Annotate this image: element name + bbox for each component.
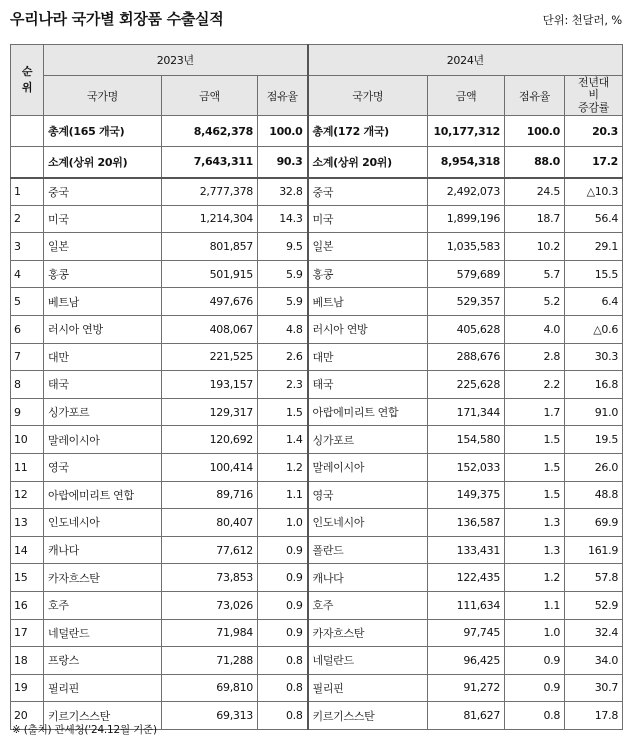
share-2023-cell: 5.9 <box>258 260 308 288</box>
amount-2024-cell: 111,634 <box>428 591 505 619</box>
country-2023-cell: 중국 <box>44 178 162 206</box>
table-row <box>11 233 623 261</box>
change-cell: 34.0 <box>565 647 623 675</box>
header-share-2024: 점유율 <box>505 76 565 116</box>
rank-cell: 11 <box>11 453 44 481</box>
country-2024-cell: 대만 <box>308 343 428 371</box>
change-cell: 26.0 <box>565 453 623 481</box>
amount-2023-cell: 1,214,304 <box>162 205 258 233</box>
table-body <box>11 116 623 730</box>
amount-2024-cell: 579,689 <box>428 260 505 288</box>
share-2024-cell: 1.3 <box>505 536 565 564</box>
share-2023-cell: 14.3 <box>258 205 308 233</box>
country-2024-cell: 인도네시아 <box>308 509 428 537</box>
share-2024-cell: 1.5 <box>505 481 565 509</box>
share-2024-cell: 1.0 <box>505 619 565 647</box>
amount-2024-cell: 152,033 <box>428 453 505 481</box>
table-row <box>11 426 623 454</box>
rank-cell: 6 <box>11 315 44 343</box>
change-cell: 32.4 <box>565 619 623 647</box>
header-rank: 순 위 <box>11 45 44 116</box>
change-cell: 16.8 <box>565 371 623 399</box>
country-2023-cell: 필리핀 <box>44 674 162 702</box>
country-2023-cell: 미국 <box>44 205 162 233</box>
amount-2023-cell: 100,414 <box>162 453 258 481</box>
subtotal-share-2024: 88.0 <box>505 147 565 178</box>
share-2024-cell: 0.8 <box>505 702 565 730</box>
share-2024-cell: 2.2 <box>505 371 565 399</box>
table-row <box>11 647 623 675</box>
country-2024-cell: 키르기스스탄 <box>308 702 428 730</box>
country-2024-cell: 폴란드 <box>308 536 428 564</box>
change-cell: 17.8 <box>565 702 623 730</box>
country-2023-cell: 일본 <box>44 233 162 261</box>
subtotal-rank-cell <box>11 147 44 178</box>
country-2024-cell: 아랍에미리트 연합 <box>308 398 428 426</box>
change-cell: 15.5 <box>565 260 623 288</box>
table-row <box>11 481 623 509</box>
amount-2024-cell: 154,580 <box>428 426 505 454</box>
header-year-2024: 2024년 <box>308 45 623 76</box>
change-cell: 30.3 <box>565 343 623 371</box>
country-2024-cell: 일본 <box>308 233 428 261</box>
country-2023-cell: 카자흐스탄 <box>44 564 162 592</box>
amount-2023-cell: 73,026 <box>162 591 258 619</box>
country-2024-cell: 싱가포르 <box>308 426 428 454</box>
table-row <box>11 619 623 647</box>
rank-cell: 12 <box>11 481 44 509</box>
table-row <box>11 178 623 206</box>
table-row <box>11 591 623 619</box>
country-2023-cell: 프랑스 <box>44 647 162 675</box>
amount-2024-cell: 136,587 <box>428 509 505 537</box>
amount-2024-cell: 171,344 <box>428 398 505 426</box>
table-row <box>11 315 623 343</box>
country-2024-cell: 홍콩 <box>308 260 428 288</box>
country-2024-cell: 필리핀 <box>308 674 428 702</box>
total-change: 20.3 <box>565 116 623 147</box>
share-2023-cell: 5.9 <box>258 288 308 316</box>
subtotal-label-2023: 소계(상위 20위) <box>44 147 162 178</box>
table-row <box>11 536 623 564</box>
country-2023-cell: 대만 <box>44 343 162 371</box>
country-2024-cell: 카자흐스탄 <box>308 619 428 647</box>
share-2023-cell: 0.9 <box>258 619 308 647</box>
country-2024-cell: 러시아 연방 <box>308 315 428 343</box>
page-title: 우리나라 국가별 회장품 수출실적 <box>10 10 224 28</box>
share-2023-cell: 1.5 <box>258 398 308 426</box>
rank-cell: 7 <box>11 343 44 371</box>
country-2024-cell: 태국 <box>308 371 428 399</box>
change-cell: 69.9 <box>565 509 623 537</box>
header-country-2023: 국가명 <box>44 76 162 116</box>
header-country-2024: 국가명 <box>308 76 428 116</box>
change-cell: 30.7 <box>565 674 623 702</box>
amount-2024-cell: 225,628 <box>428 371 505 399</box>
country-2024-cell: 캐나다 <box>308 564 428 592</box>
share-2024-cell: 1.3 <box>505 509 565 537</box>
country-2023-cell: 호주 <box>44 591 162 619</box>
change-cell: 29.1 <box>565 233 623 261</box>
rank-cell: 13 <box>11 509 44 537</box>
rank-cell: 18 <box>11 647 44 675</box>
source-note: ※ (출처) 관세청('24.12월 기준) <box>12 724 157 736</box>
share-2024-cell: 5.2 <box>505 288 565 316</box>
amount-2024-cell: 288,676 <box>428 343 505 371</box>
change-cell: △10.3 <box>565 178 623 206</box>
total-row <box>11 116 623 147</box>
share-2024-cell: 1.5 <box>505 426 565 454</box>
country-2024-cell: 중국 <box>308 178 428 206</box>
amount-2024-cell: 96,425 <box>428 647 505 675</box>
amount-2024-cell: 149,375 <box>428 481 505 509</box>
change-cell: 6.4 <box>565 288 623 316</box>
amount-2024-cell: 2,492,073 <box>428 178 505 206</box>
rank-cell: 2 <box>11 205 44 233</box>
share-2023-cell: 0.8 <box>258 674 308 702</box>
country-2023-cell: 말레이시아 <box>44 426 162 454</box>
rank-cell: 15 <box>11 564 44 592</box>
amount-2024-cell: 1,899,196 <box>428 205 505 233</box>
country-2024-cell: 호주 <box>308 591 428 619</box>
subtotal-amount-2024: 8,954,318 <box>428 147 505 178</box>
total-rank-cell <box>11 116 44 147</box>
country-2023-cell: 태국 <box>44 371 162 399</box>
subtotal-change: 17.2 <box>565 147 623 178</box>
amount-2023-cell: 69,313 <box>162 702 258 730</box>
change-cell: 52.9 <box>565 591 623 619</box>
table-row <box>11 509 623 537</box>
table-row <box>11 453 623 481</box>
change-cell: △0.6 <box>565 315 623 343</box>
total-label-2024: 총계(172 개국) <box>308 116 428 147</box>
rank-cell: 3 <box>11 233 44 261</box>
table-row <box>11 343 623 371</box>
share-2023-cell: 0.8 <box>258 702 308 730</box>
amount-2024-cell: 133,431 <box>428 536 505 564</box>
country-2023-cell: 싱가포르 <box>44 398 162 426</box>
country-2023-cell: 아랍에미리트 연합 <box>44 481 162 509</box>
change-cell: 91.0 <box>565 398 623 426</box>
subtotal-row <box>11 147 623 178</box>
share-2023-cell: 1.2 <box>258 453 308 481</box>
share-2023-cell: 0.8 <box>258 647 308 675</box>
change-cell: 48.8 <box>565 481 623 509</box>
table-row <box>11 674 623 702</box>
share-2024-cell: 2.8 <box>505 343 565 371</box>
amount-2024-cell: 81,627 <box>428 702 505 730</box>
header-year-2023: 2023년 <box>44 45 308 76</box>
amount-2023-cell: 193,157 <box>162 371 258 399</box>
rank-cell: 8 <box>11 371 44 399</box>
country-2024-cell: 영국 <box>308 481 428 509</box>
country-2023-cell: 영국 <box>44 453 162 481</box>
share-2023-cell: 4.8 <box>258 315 308 343</box>
subtotal-amount-2023: 7,643,311 <box>162 147 258 178</box>
change-cell: 161.9 <box>565 536 623 564</box>
share-2024-cell: 18.7 <box>505 205 565 233</box>
share-2023-cell: 0.9 <box>258 591 308 619</box>
country-2024-cell: 베트남 <box>308 288 428 316</box>
country-2023-cell: 네덜란드 <box>44 619 162 647</box>
rank-cell: 10 <box>11 426 44 454</box>
amount-2024-cell: 122,435 <box>428 564 505 592</box>
total-amount-2024: 10,177,312 <box>428 116 505 147</box>
subtotal-share-2023: 90.3 <box>258 147 308 178</box>
share-2024-cell: 0.9 <box>505 647 565 675</box>
table-row <box>11 205 623 233</box>
share-2023-cell: 2.6 <box>258 343 308 371</box>
country-2023-cell: 러시아 연방 <box>44 315 162 343</box>
share-2024-cell: 1.2 <box>505 564 565 592</box>
amount-2023-cell: 221,525 <box>162 343 258 371</box>
share-2024-cell: 0.9 <box>505 674 565 702</box>
header-share-2023: 점유율 <box>258 76 308 116</box>
title-bar <box>10 6 622 30</box>
amount-2023-cell: 71,984 <box>162 619 258 647</box>
table-header <box>11 45 623 116</box>
change-cell: 19.5 <box>565 426 623 454</box>
amount-2023-cell: 71,288 <box>162 647 258 675</box>
rank-cell: 20 <box>11 702 44 730</box>
amount-2023-cell: 73,853 <box>162 564 258 592</box>
header-amount-2023: 금액 <box>162 76 258 116</box>
rank-cell: 14 <box>11 536 44 564</box>
header-change: 전년대 비 증감률 <box>565 76 623 116</box>
amount-2023-cell: 501,915 <box>162 260 258 288</box>
amount-2024-cell: 91,272 <box>428 674 505 702</box>
amount-2024-cell: 529,357 <box>428 288 505 316</box>
amount-2023-cell: 129,317 <box>162 398 258 426</box>
rank-cell: 9 <box>11 398 44 426</box>
rank-cell: 17 <box>11 619 44 647</box>
rank-cell: 4 <box>11 260 44 288</box>
change-cell: 57.8 <box>565 564 623 592</box>
country-2023-cell: 베트남 <box>44 288 162 316</box>
share-2024-cell: 1.5 <box>505 453 565 481</box>
share-2023-cell: 0.9 <box>258 564 308 592</box>
share-2024-cell: 4.0 <box>505 315 565 343</box>
total-share-2023: 100.0 <box>258 116 308 147</box>
share-2023-cell: 1.1 <box>258 481 308 509</box>
share-2023-cell: 1.0 <box>258 509 308 537</box>
amount-2023-cell: 89,716 <box>162 481 258 509</box>
rank-cell: 16 <box>11 591 44 619</box>
amount-2024-cell: 1,035,583 <box>428 233 505 261</box>
header-amount-2024: 금액 <box>428 76 505 116</box>
total-label-2023: 총계(165 개국) <box>44 116 162 147</box>
amount-2023-cell: 408,067 <box>162 315 258 343</box>
share-2023-cell: 2.3 <box>258 371 308 399</box>
share-2024-cell: 1.7 <box>505 398 565 426</box>
share-2024-cell: 24.5 <box>505 178 565 206</box>
share-2024-cell: 10.2 <box>505 233 565 261</box>
amount-2023-cell: 77,612 <box>162 536 258 564</box>
table-row <box>11 371 623 399</box>
table-row <box>11 564 623 592</box>
export-table <box>10 44 623 730</box>
unit-note: 단위: 천달러, % <box>542 13 622 27</box>
country-2024-cell: 미국 <box>308 205 428 233</box>
total-amount-2023: 8,462,378 <box>162 116 258 147</box>
country-2024-cell: 네덜란드 <box>308 647 428 675</box>
amount-2023-cell: 80,407 <box>162 509 258 537</box>
table-row <box>11 288 623 316</box>
change-cell: 56.4 <box>565 205 623 233</box>
amount-2024-cell: 405,628 <box>428 315 505 343</box>
country-2023-cell: 키르기스스탄 <box>44 702 162 730</box>
rank-cell: 1 <box>11 178 44 206</box>
share-2023-cell: 1.4 <box>258 426 308 454</box>
amount-2023-cell: 801,857 <box>162 233 258 261</box>
share-2024-cell: 1.1 <box>505 591 565 619</box>
amount-2023-cell: 120,692 <box>162 426 258 454</box>
total-share-2024: 100.0 <box>505 116 565 147</box>
country-2023-cell: 홍콩 <box>44 260 162 288</box>
amount-2023-cell: 497,676 <box>162 288 258 316</box>
table-row <box>11 398 623 426</box>
amount-2023-cell: 2,777,378 <box>162 178 258 206</box>
rank-cell: 5 <box>11 288 44 316</box>
country-2023-cell: 캐나다 <box>44 536 162 564</box>
country-2023-cell: 인도네시아 <box>44 509 162 537</box>
amount-2023-cell: 69,810 <box>162 674 258 702</box>
subtotal-label-2024: 소계(상위 20위) <box>308 147 428 178</box>
share-2024-cell: 5.7 <box>505 260 565 288</box>
amount-2024-cell: 97,745 <box>428 619 505 647</box>
share-2023-cell: 9.5 <box>258 233 308 261</box>
rank-cell: 19 <box>11 674 44 702</box>
table-row <box>11 260 623 288</box>
share-2023-cell: 32.8 <box>258 178 308 206</box>
share-2023-cell: 0.9 <box>258 536 308 564</box>
country-2024-cell: 말레이시아 <box>308 453 428 481</box>
